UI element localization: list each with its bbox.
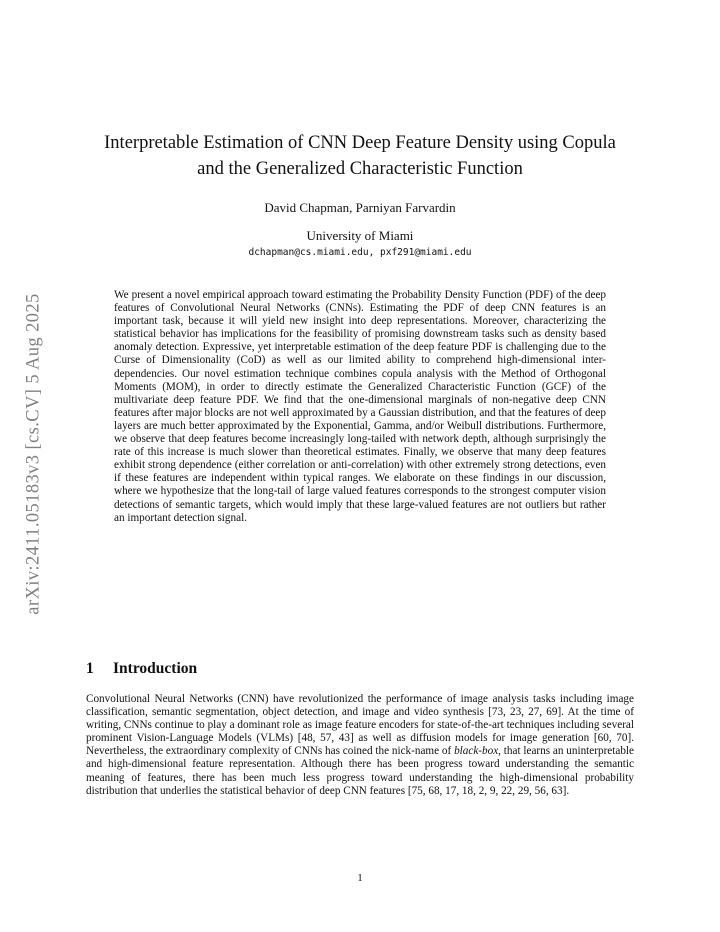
arxiv-identifier: arXiv:2411.05183v3 [cs.CV] 5 Aug 2025 xyxy=(23,293,44,615)
author-list: David Chapman, Parniyan Farvardin xyxy=(264,200,456,215)
introduction-paragraph xyxy=(86,693,634,798)
intro-emphasis: black-box xyxy=(454,745,499,758)
section-heading xyxy=(86,660,197,678)
arxiv-sidebar xyxy=(20,264,48,644)
intro-text-part-2: , that learns an uninterpretable and high-dimensional feature representation. Although there has been progress toward understanding the semantic meaning of features, there has been much less progress toward understanding the high-dimensional probability distribution that underlies the statistical behavior of deep CNN features [75, 68, 17, 18, 2, 9, 22, 29, 56, 63]. xyxy=(86,745,635,797)
section-title: Introduction xyxy=(113,660,198,677)
page-number: 1 xyxy=(357,872,363,884)
section-number: 1 xyxy=(86,660,94,677)
author-emails: dchapman@cs.miami.edu, pxf291@miami.edu xyxy=(248,247,472,258)
author-affiliation: University of Miami xyxy=(306,228,414,243)
intro-text-part-1: Convolutional Neural Networks (CNN) have revolutionized the performance of image analysis tasks including image classification, semantic segmentation, object detection, and image and video synthesis [73, 23, 27, 69]. At the time of writing, CNNs continue to play a dominant role as image feature encoders for state-of-the-art techniques including several prominent Vision-Language Models (VLMs) [48, 57, 43] as well as diffusion models for image generation [60, 70]. Nevertheless, the extraordinary complexity of CNNs has coined the nick-name of xyxy=(86,693,634,758)
paper-title: Interpretable Estimation of CNN Deep Feature Density using Copula and the Generalized Characteristic Function xyxy=(104,133,616,179)
abstract-text: We present a novel empirical approach toward estimating the Probability Density Function (PDF) of the deep features of Convolutional Neural Networks (CNNs). Estimating the PDF of deep CNN features is an important task, because it will yield new insight into deep representations. Moreover, characterizing the statistical behavior has implications for the feasibility of promising downstream tasks such as density based anomaly detection. Expressive, yet interpretable estimation of the deep feature PDF is challenging due to the Curse of Dimensionality (CoD) as well as our limited ability to comprehend high-dimensional inter-dependencies. Our novel estimation technique combines copula analysis with the Method of Orthogonal Moments (MOM), in order to directly estimate the Generalized Characteristic Function (GCF) of the multivariate deep feature PDF. We find that the one-dimensional marginals of non-negative deep CNN features after major blocks are not well approximated by a Gaussian distribution, and that the features of deep layers are much better approximated by the Exponential, Gamma, and/or Weibull distributions. Furthermore, we observe that deep features become increasingly long-tailed with network depth, although surprisingly the rate of this increase is much slower than theoretical estimates. Finally, we observe that many deep features exhibit strong dependence (either correlation or anti-correlation) with other extremely strong detections, even if these features are independent within typical ranges. We elaborate on these findings in our discussion, where we hypothesize that the long-tail of large valued features corresponds to the strongest computer vision detections of semantic targets, which would imply that these large-valued features are not outliers but rather an important detection signal. xyxy=(114,289,606,524)
